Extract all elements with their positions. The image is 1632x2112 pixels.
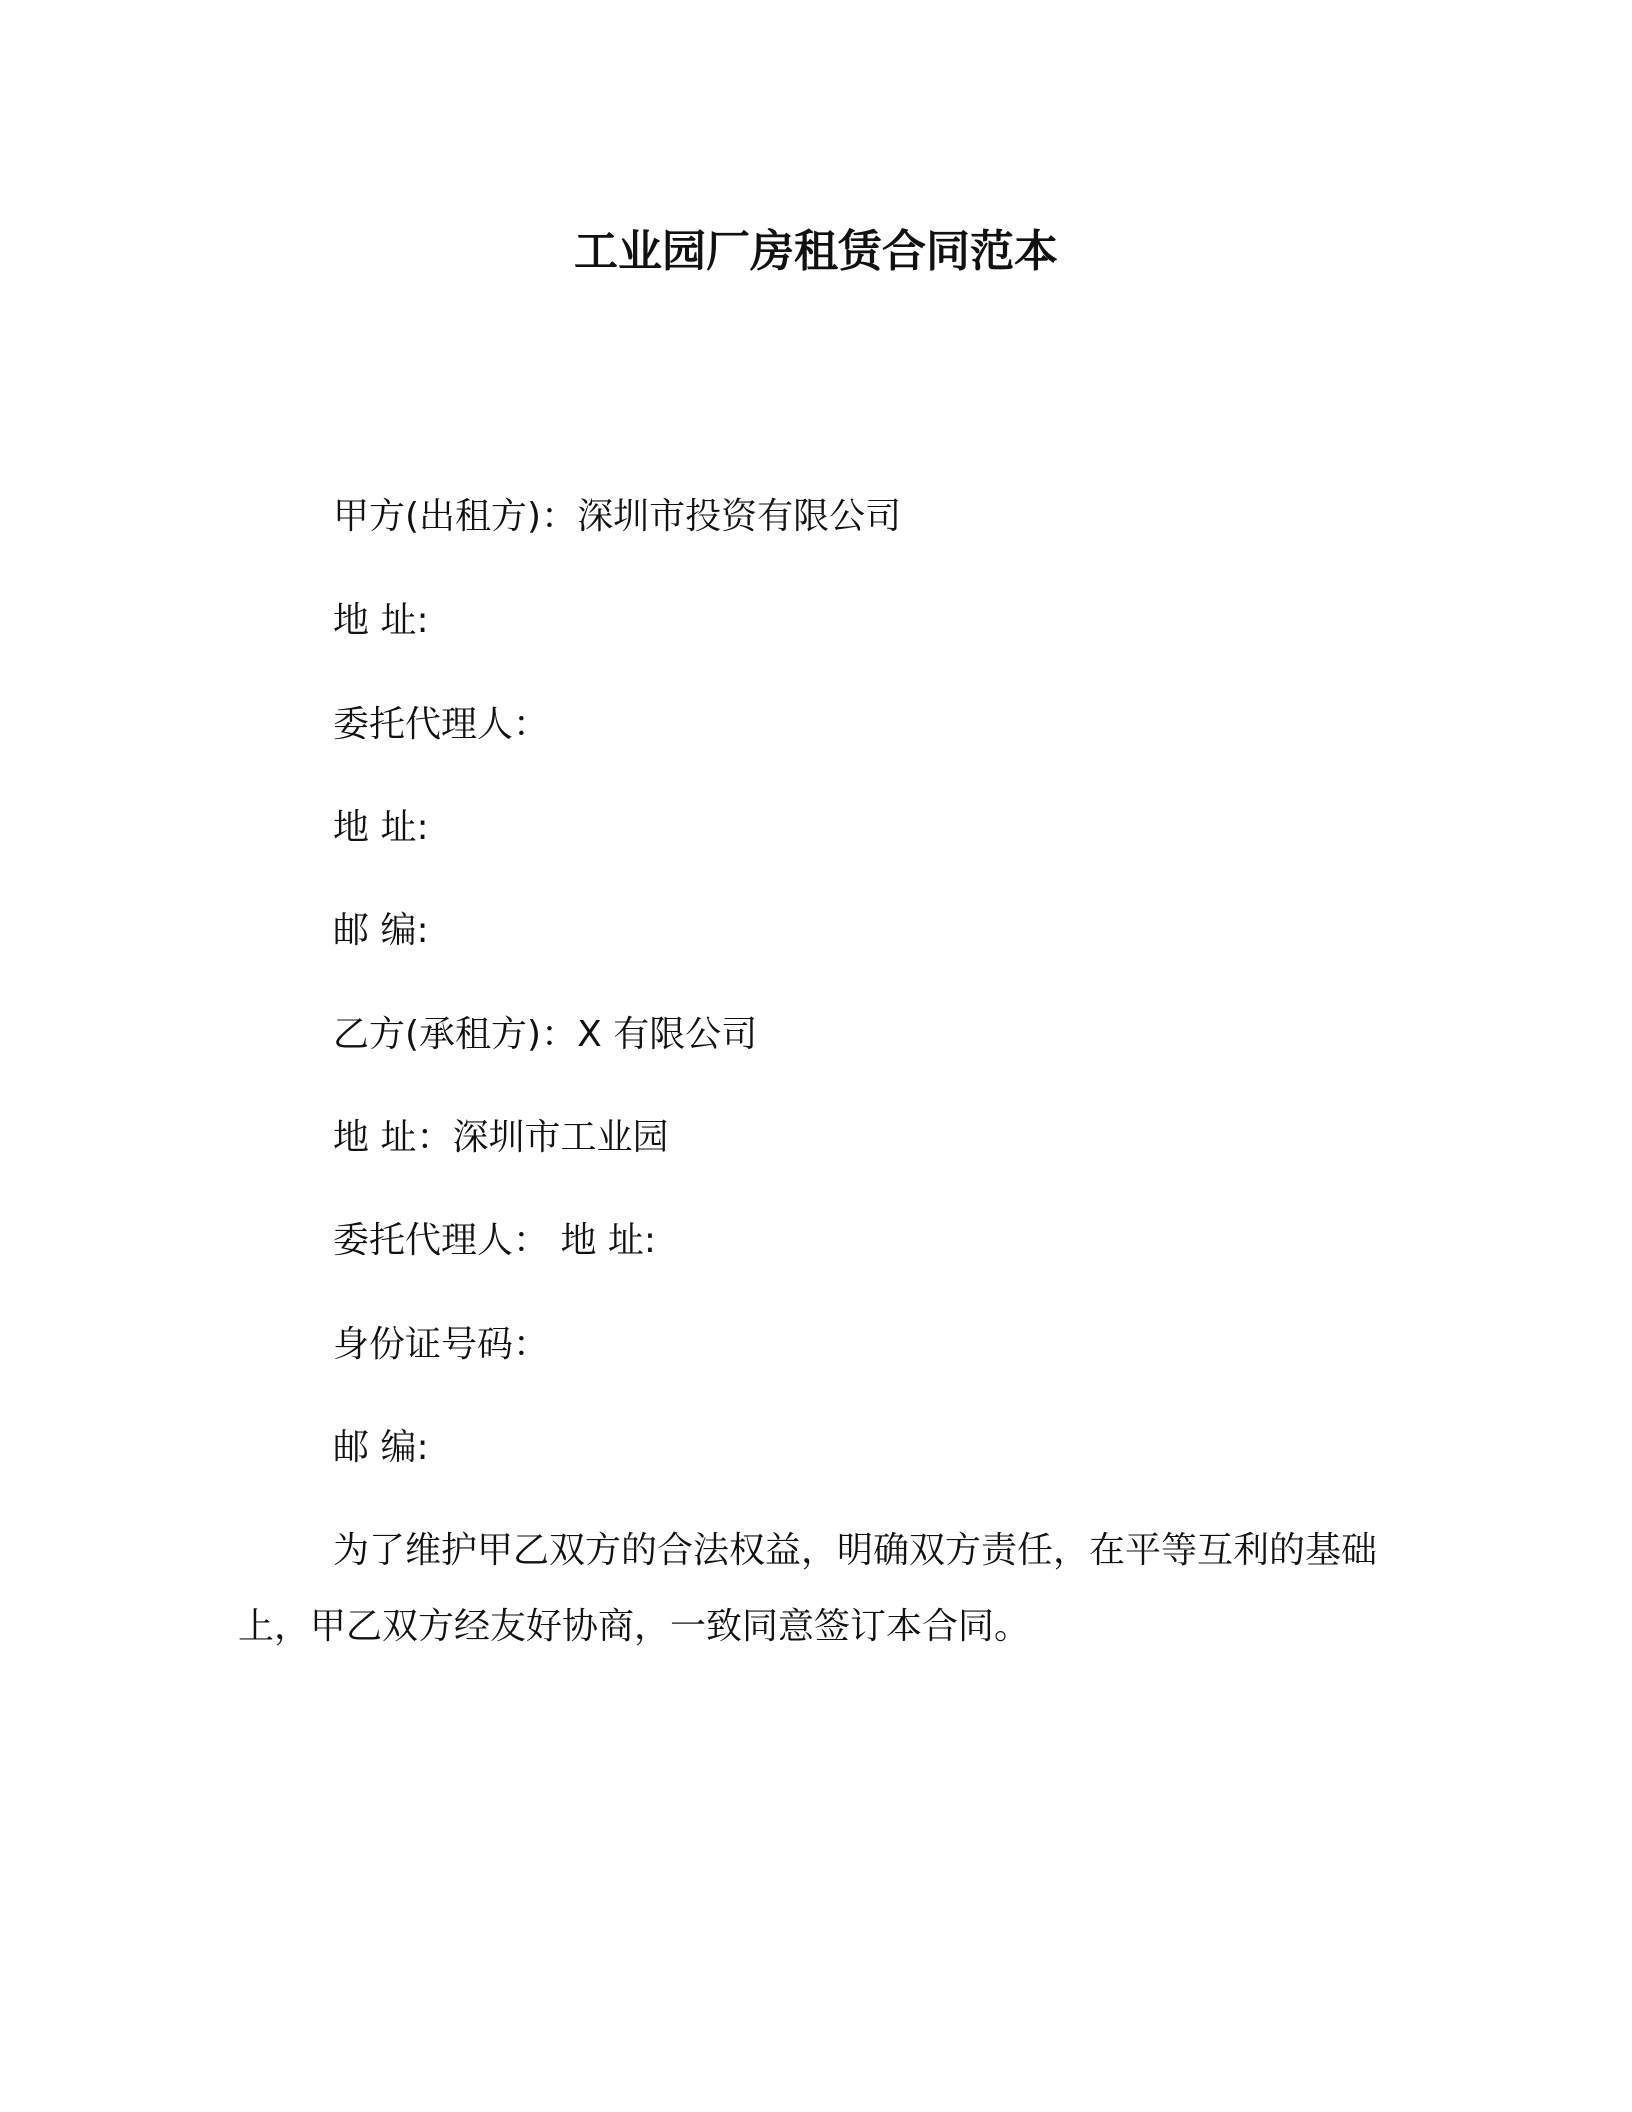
document-title: 工业园厂房租赁合同范本: [574, 226, 1058, 277]
lessor-agent-address-line: 地 址:: [333, 807, 429, 848]
lessor-agent-line: 委托代理人：: [333, 704, 550, 745]
preamble-text: 为了维护甲乙双方的合法权益，明确双方责任，在平等互利的基础上，甲乙双方经友好协商，一致同意签订本合同。: [238, 1530, 1378, 1647]
lessee-agent-line: 委托代理人： 地 址:: [333, 1220, 657, 1261]
lessor-postcode-line: 邮 编:: [333, 910, 429, 951]
lessee-name-line: 乙方(承租方)：X 有限公司: [333, 1014, 758, 1055]
lessor-name-line: 甲方(出租方)：深圳市投资有限公司: [333, 496, 902, 537]
preamble-paragraph: [238, 1513, 1388, 1665]
lessor-address-line: 地 址:: [333, 600, 429, 641]
lessee-id-number-line: 身份证号码：: [333, 1324, 550, 1365]
lessee-postcode-line: 邮 编:: [333, 1427, 429, 1468]
lessee-address-line: 地 址：深圳市工业园: [333, 1117, 669, 1158]
